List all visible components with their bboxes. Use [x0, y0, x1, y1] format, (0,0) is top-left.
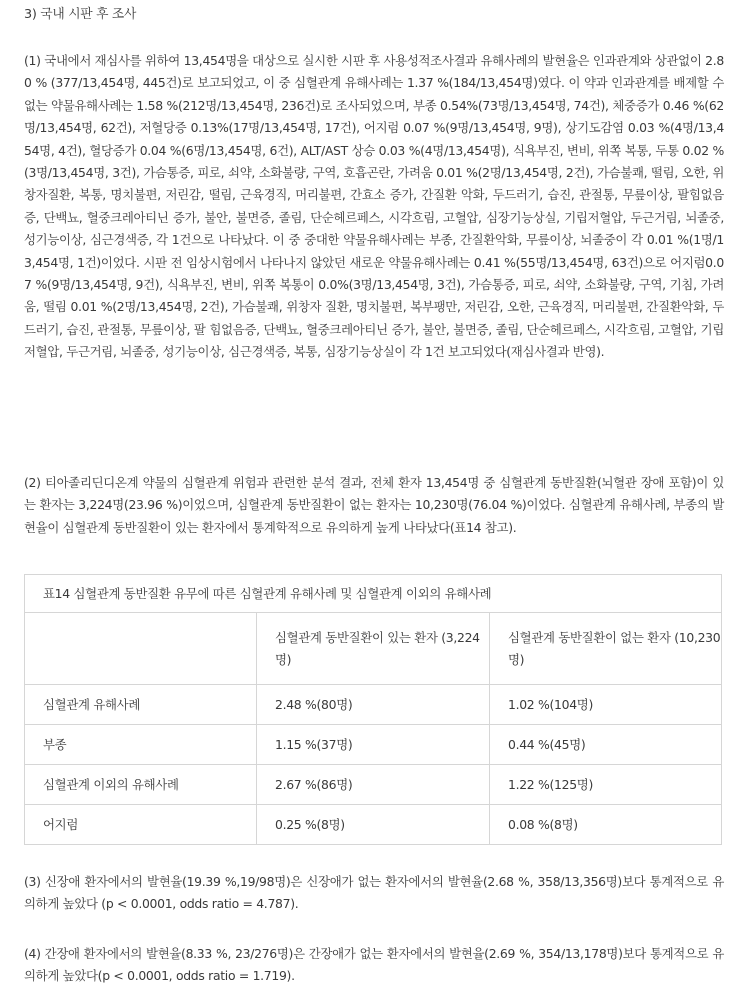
- paragraph-2-cardiovascular-analysis: (2) 티아졸리딘디온계 약물의 심혈관계 위험과 관련한 분석 결과, 전체 환자 13,454명 중 심혈관계 동반질환(뇌혈관 장애 포함)이 있는 환자는 3,224명(23.96 %)이었으며, 심혈관계 동반질환이 없는 환자는 10,230명(76.04 %)이었다. 심혈관계 유해사례, 부종의 발현율이 심혈관계 동반질환이 있는 환자에서 통계학적으로 유의하게 높게 나타났다(표14 참고).: [24, 475, 724, 535]
- table-row-label: 심혈관계 이외의 유해사례: [25, 765, 257, 805]
- table-row: [25, 685, 722, 725]
- table-header-without-cv: 심혈관계 동반질환이 없는 환자 (10,230명): [490, 613, 722, 685]
- table-14-grid: [24, 574, 722, 845]
- table-cell: 1.22 %(125명): [490, 765, 722, 805]
- table-header-empty: [25, 613, 257, 685]
- table-14: [24, 574, 721, 845]
- paragraph-3-renal-impairment: (3) 신장애 환자에서의 발현율(19.39 %,19/98명)은 신장애가 없는 환자에서의 발현율(2.68 %, 358/13,356명)보다 통계적으로 유의하게 높았다 (p < 0.0001, odds ratio = 4.787).: [24, 874, 724, 912]
- table-header-row: [25, 613, 722, 685]
- table-row-label: 부종: [25, 725, 257, 765]
- table-cell: 1.02 %(104명): [490, 685, 722, 725]
- paragraph-1-domestic-pms: (1) 국내에서 재심사를 위하여 13,454명을 대상으로 실시한 시판 후 사용성적조사결과 유해사례의 발현율은 인과관계와 상관없이 2.80 % (377/13,454명, 445건)로 보고되었고, 이 중 심혈관계 유해사례는 1.37 %(184/13,454명)였다. 이 약과 인과관계를 배제할 수 없는 약물유해사례는 1.58 %(212명/13,454명, 236건)로 조사되었으며, 부종 0.54%(73명/13,454명, 74건), 체중증가 0.46 %(62명/13,454명, 62건), 저혈당증 0.13%(17명/13,454명, 17건), 어지럼 0.07 %(9명/13,454명, 9명), 상기도감염 0.03 %(4명/13,454명, 4건), 혈당증가 0.04 %(6명/13,454명, 6건), ALT/AST 상승 0.03 %(4명/13,454명), 식욕부진, 변비, 위쪽 복통, 두통 0.02 %(3명/13,454명, 3건), 가슴통증, 피로, 쇠약, 소화불량, 구역, 호흡곤란, 가려움 0.01 %(2명/13,454명, 2건), 가슴불쾌, 떨림, 오한, 위창자질환, 복통, 명치불편, 저린감, 떨림, 근육경직, 머리불편, 간효소 증가, 간질환 악화, 두드러기, 습진, 관절통, 무릎이상, 팔힘없음증, 단백뇨, 혈중크레아티닌 증가, 불안, 불면증, 졸림, 단순헤르페스, 시각흐림, 고혈압, 심장기능상실, 기립저혈압, 두근거림, 뇌졸중, 성기능이상, 심근경색증, 각 1건으로 나타났다. 이 중 중대한 약물유해사례는 부종, 간질환악화, 무릎이상, 뇌졸중이 각 0.01 %(1명/13,454명, 1건)이었다. 시판 전 임상시험에서 나타나지 않았던 새로운 약물유해사례는 0.41 %(55명/13,454명, 63건)으로 어지럼0.07 %(9명/13,454명, 9건), 식욕부진, 변비, 위쪽 복통이 0.0%(3명/13,454명, 3건), 가슴통증, 피로, 쇠약, 소화불량, 구역, 기침, 가려움, 떨림 0.01 %(2명/13,454명, 2건), 가슴불쾌, 위창자 질환, 명치불편, 복부팽만, 저린감, 오한, 근육경직, 머리불편, 간질환악화, 두드러기, 습진, 관절통, 무릎이상, 팔 힘없음증, 단백뇨, 혈중크레아티닌 증가, 불안, 불면증, 졸림, 단순헤르페스, 시각흐림, 고혈압, 기립저혈압, 두근거림, 뇌졸중, 성기능이상, 심근경색증, 복통, 심장기능상실이 각 1건 보고되었다(재심사결과 반영).: [24, 53, 724, 360]
- table-header-with-cv: 심혈관계 동반질환이 있는 환자 (3,224명): [257, 613, 490, 685]
- table-row-label: 어지럼: [25, 805, 257, 845]
- section-heading: 3) 국내 시판 후 조사: [24, 7, 137, 22]
- table-caption-row: [25, 575, 722, 613]
- table-cell: 1.15 %(37명): [257, 725, 490, 765]
- table-row-label: 심혈관계 유해사례: [25, 685, 257, 725]
- table-cell: 0.25 %(8명): [257, 805, 490, 845]
- table-cell: 2.48 %(80명): [257, 685, 490, 725]
- table-cell: 2.67 %(86명): [257, 765, 490, 805]
- paragraph-4-hepatic-impairment: (4) 간장애 환자에서의 발현율(8.33 %, 23/276명)은 간장애가 없는 환자에서의 발현율(2.69 %, 354/13,178명)보다 통계적으로 유의하게 높았다(p < 0.0001, odds ratio = 1.719).: [24, 946, 724, 984]
- table-cell: 0.08 %(8명): [490, 805, 722, 845]
- table-cell: 0.44 %(45명): [490, 725, 722, 765]
- table-row: [25, 765, 722, 805]
- table-row: [25, 805, 722, 845]
- table-caption: 표14 심혈관계 동반질환 유무에 따른 심혈관계 유해사례 및 심혈관계 이외의 유해사례: [25, 575, 722, 613]
- table-row: [25, 725, 722, 765]
